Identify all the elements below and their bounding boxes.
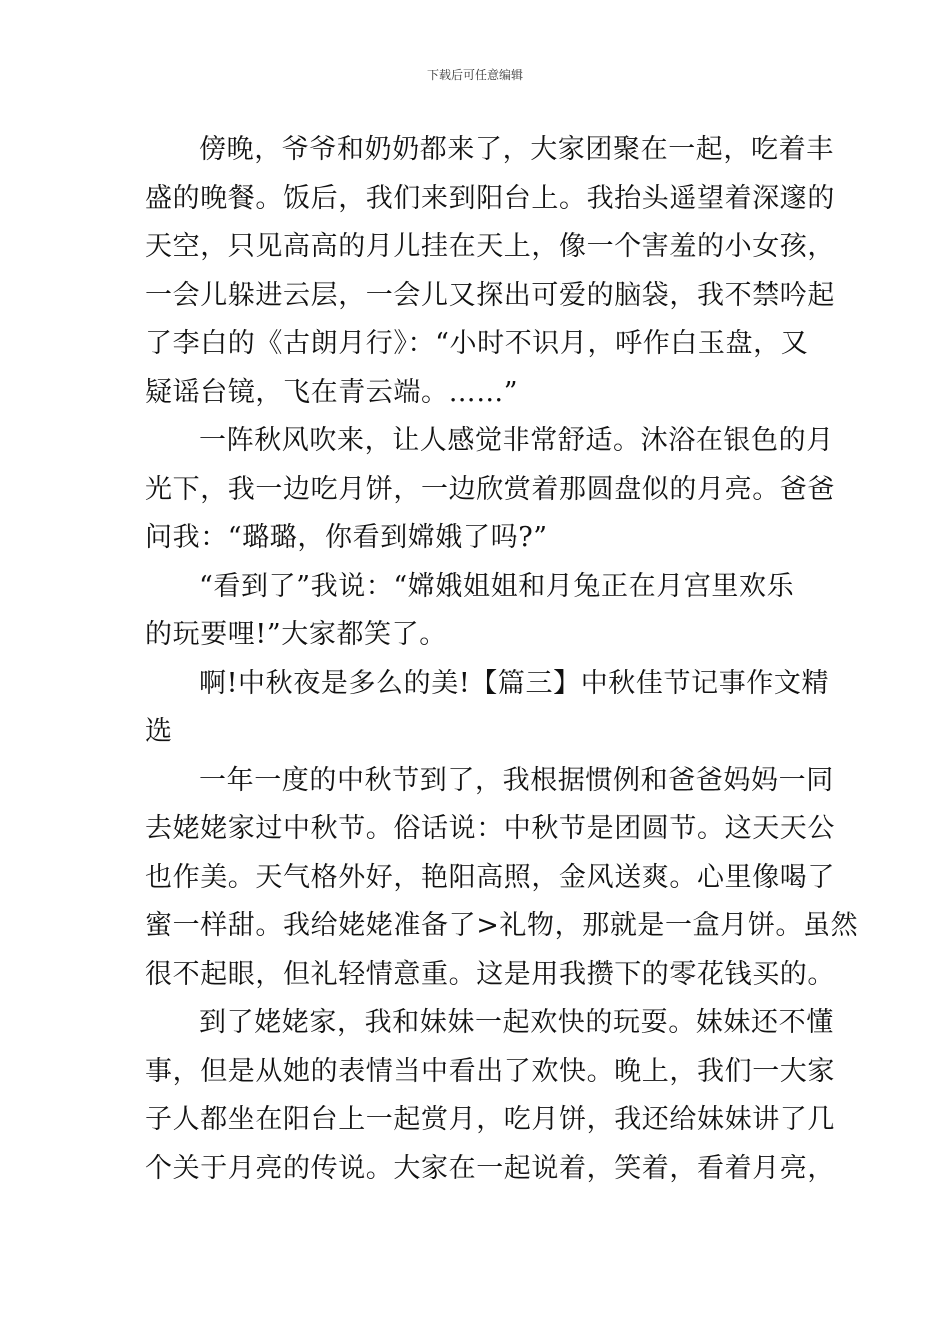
text-line: 蜜一样甜。我给姥姥准备了>礼物，那就是一盒月饼。虽然 — [145, 910, 859, 941]
text-line: 子人都坐在阳台上一起赏月，吃月饼，我还给妹妹讲了几 — [145, 1104, 835, 1135]
text-line: 去姥姥家过中秋节。俗话说：中秋节是团圆节。这天天公 — [145, 813, 835, 844]
text-line: 个关于月亮的传说。大家在一起说着，笑着，看着月亮， — [145, 1152, 835, 1184]
text-line: 傍晚，爷爷和奶奶都来了，大家团聚在一起，吃着丰 — [199, 134, 834, 165]
text-line: “看到了”我说：“嫦娥姐姐和月兔正在月宫里欢乐 — [199, 570, 795, 602]
text-line: 一年一度的中秋节到了，我根据惯例和爸爸妈妈一同 — [199, 764, 834, 796]
text-line: 光下，我一边吃月饼，一边欣赏着那圆盘似的月亮。爸爸 — [145, 473, 835, 505]
text-line: 盛的晚餐。饭后，我们来到阳台上。我抬头遥望着深邃的 — [145, 182, 835, 214]
document-body — [145, 126, 859, 1193]
text-line: 很不起眼，但礼轻情意重。这是用我攒下的零花钱买的。 — [145, 958, 835, 990]
text-line: 疑谣台镜，飞在青云端。……” — [145, 376, 519, 408]
page-header: 下载后可任意编辑 — [426, 68, 523, 82]
text-line: 问我：“璐璐，你看到嫦娥了吗?” — [145, 522, 548, 553]
text-line: 到了姥姥家，我和妹妹一起欢快的玩耍。妹妹还不懂 — [199, 1007, 834, 1038]
text-line: 一会儿躲进云层，一会儿又探出可爱的脑袋，我不禁吟起 — [145, 279, 835, 311]
text-line: 了李白的《古朗月行》：“小时不识月，呼作白玉盘，又 — [145, 328, 809, 359]
text-line: 选 — [145, 716, 173, 747]
text-line: 啊!中秋夜是多么的美!【篇三】中秋佳节记事作文精 — [199, 667, 830, 699]
text-line: 事，但是从她的表情当中看出了欢快。晚上，我们一大家 — [145, 1055, 835, 1087]
text-line: 天空，只见高高的月儿挂在天上，像一个害羞的小女孩， — [145, 231, 835, 262]
text-line: 一阵秋风吹来，让人感觉非常舒适。沐浴在银色的月 — [199, 425, 834, 456]
text-line: 也作美。天气格外好，艳阳高照，金风送爽。心里像喝了 — [145, 861, 835, 893]
text-line: 的玩要哩!”大家都笑了。 — [145, 619, 447, 650]
